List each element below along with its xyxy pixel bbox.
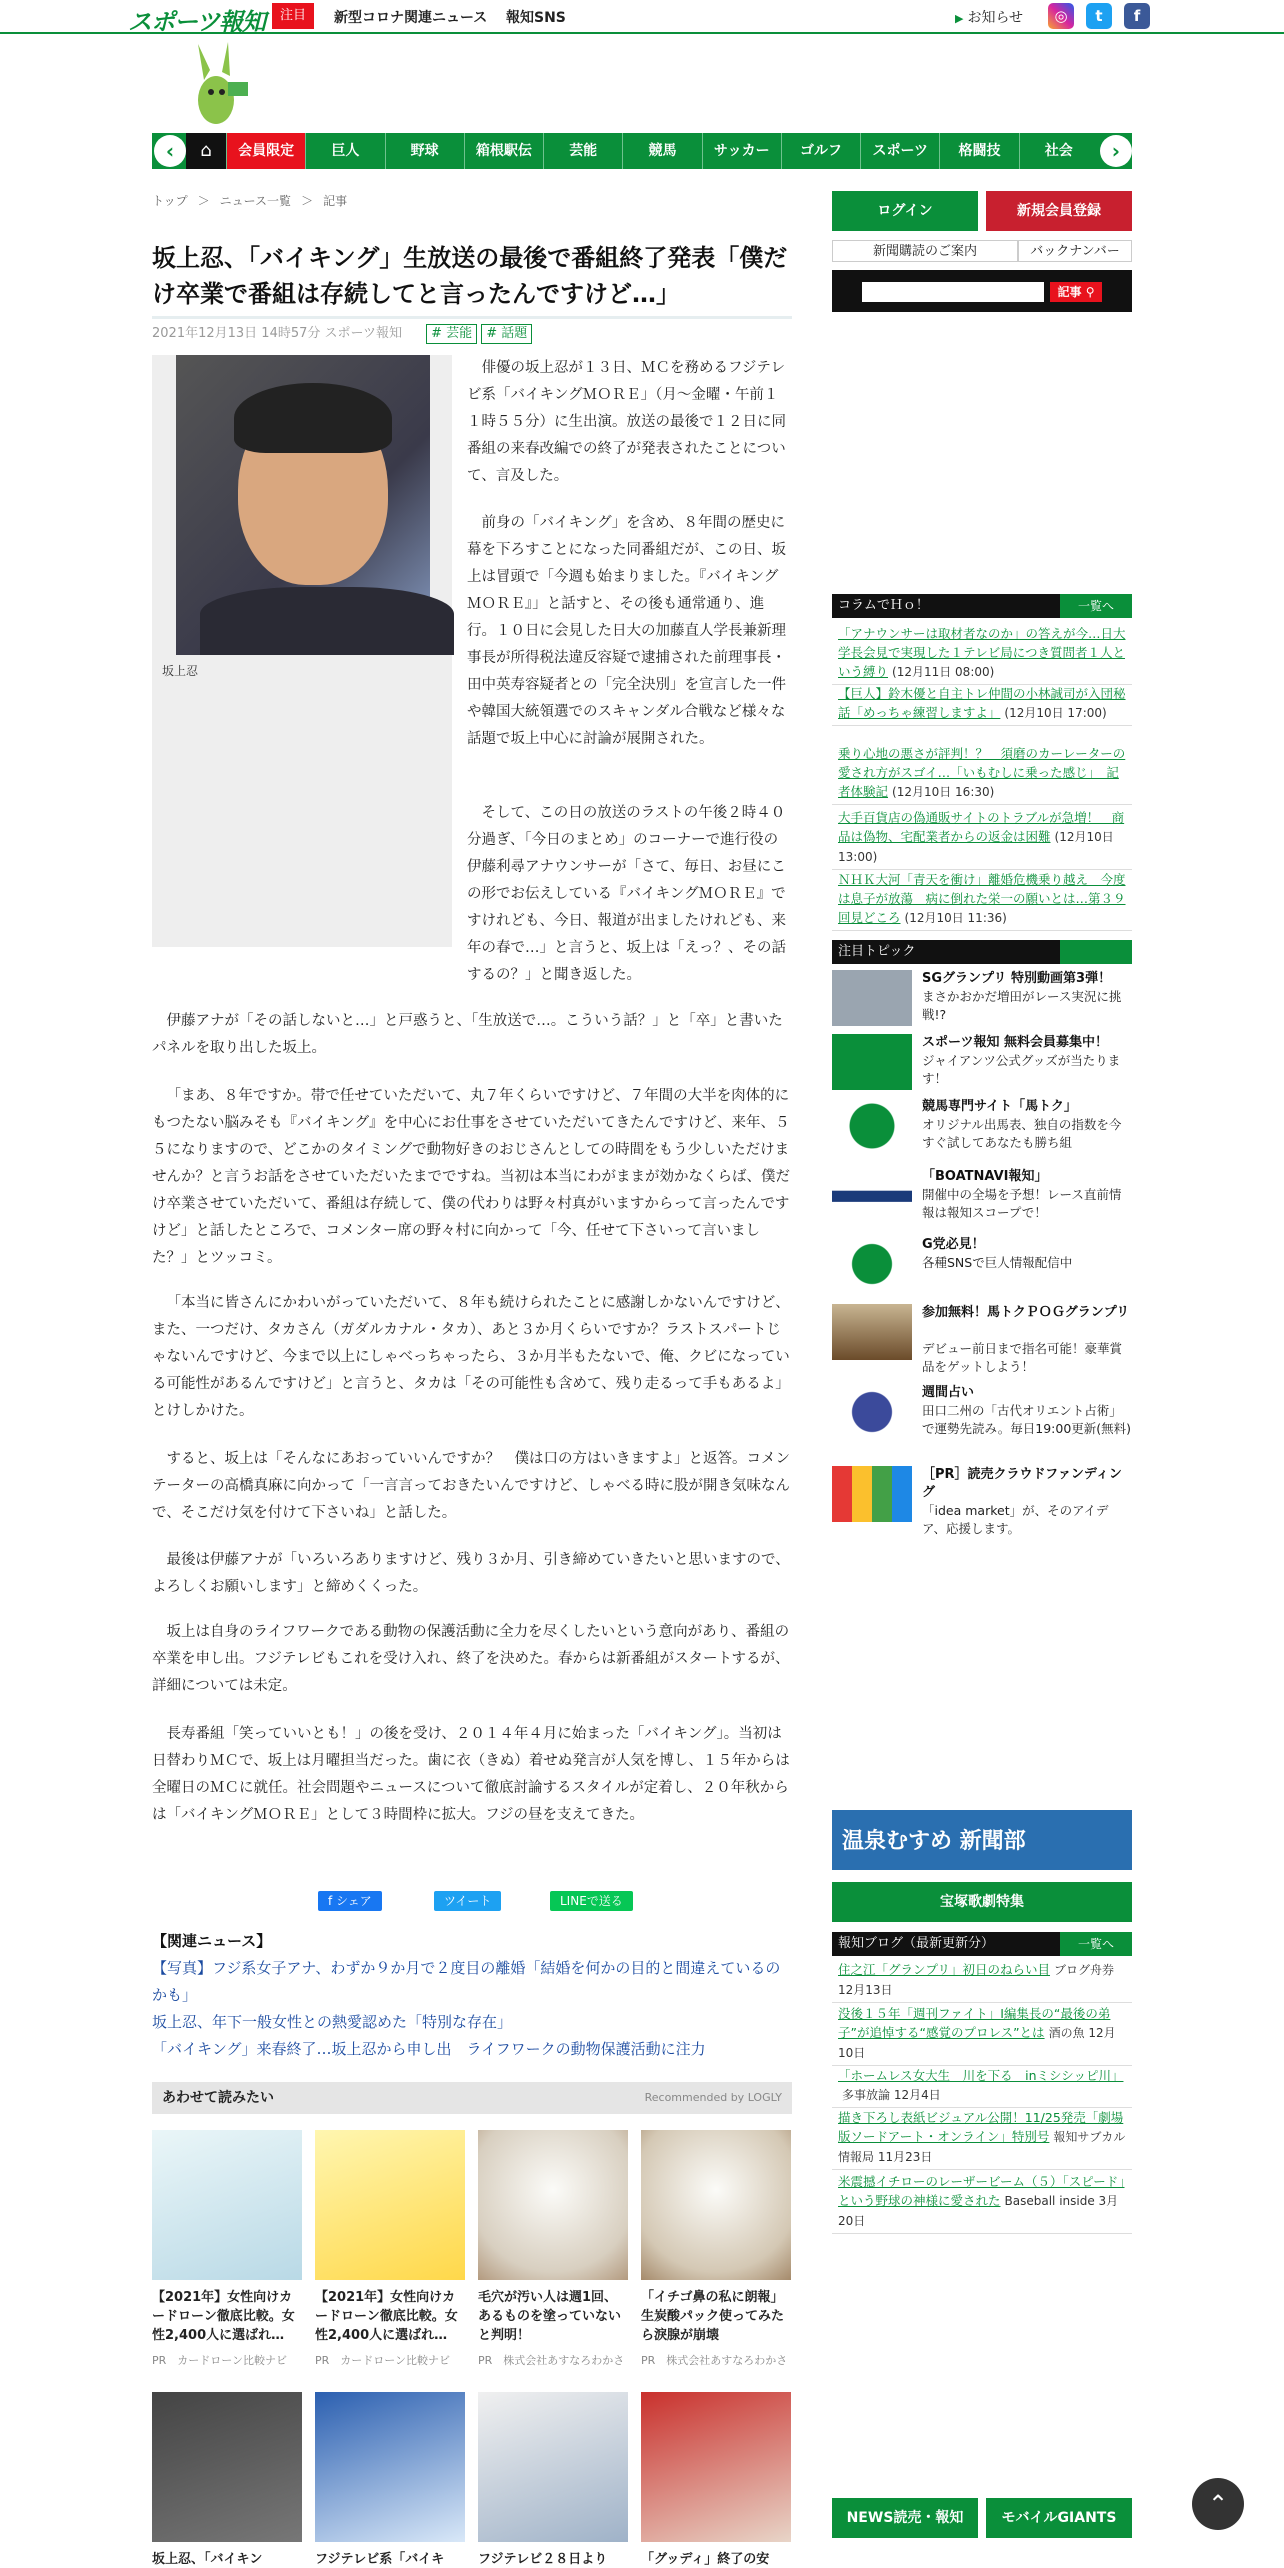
column-item[interactable]: 大手百貨店の偽通販サイトのトラブルが急増！ 商品は偽物、宅配業者からの返金は困難 (12月10日 13:00)	[832, 806, 1132, 870]
login-button[interactable]: ログイン	[832, 191, 978, 231]
card-image	[152, 2392, 302, 2542]
card-image	[152, 2130, 302, 2280]
column-item[interactable]: 乗り心地の悪さが評判！？ 須磨のカーレーターの愛され方がスゴイ…「いもむしに乗った感じ」 記者体験記 (12月10日 16:30)	[832, 742, 1132, 805]
blog-item[interactable]: 住之江「グランプリ」初日のねらい目 ブログ舟券 12月13日	[832, 1958, 1132, 2003]
recommend-card[interactable]: 【2021年】女性向けカードローン徹底比較。女性2,400人に選ばれ… PR カードローン比較ナビ	[315, 2130, 465, 2368]
site-logo[interactable]: スポーツ報知	[128, 8, 266, 36]
card-image	[478, 2392, 628, 2542]
facebook-share-button[interactable]: f シェア	[318, 1891, 382, 1911]
article-paragraph: 坂上は自身のライフワークである動物の保護活動に全力を尽くしたいという意向があり、番組の卒業を申し出。フジテレビもこれを受け入れ、終了を決めた。春からは新番組がスタートするが、詳細については未定。	[152, 1624, 790, 1694]
blog-header: 報知ブログ（最新更新分） 一覧へ	[832, 1932, 1132, 1956]
related-heading: 【関連ニュース】	[152, 1932, 272, 1950]
nav-item-hakone[interactable]: 箱根駅伝	[464, 133, 543, 169]
card-image	[641, 2130, 791, 2280]
fortune-icon	[832, 1384, 912, 1440]
giants-icon	[832, 1236, 912, 1292]
article-source: スポーツ報知	[324, 326, 403, 341]
takarazuka-button[interactable]: 宝塚歌劇特集	[832, 1882, 1132, 1922]
facebook-icon[interactable]: f	[1124, 3, 1150, 29]
topic-image	[832, 1034, 912, 1090]
nav-item-golf[interactable]: ゴルフ	[781, 133, 860, 169]
card-image	[315, 2130, 465, 2280]
search-input[interactable]	[862, 282, 1044, 302]
line-share-button[interactable]: LINEで送る	[550, 1891, 633, 1911]
topic-item[interactable]: SGグランプリ 特別動画第3弾！ まさかおかだ増田がレース実況に挑戦!?	[832, 970, 1132, 1032]
scroll-top-button[interactable]	[1192, 2478, 1244, 2530]
mascot-icon	[186, 40, 250, 128]
related-link[interactable]: 【写真】フジ系女子アナ、わずか９か月で２度目の離婚「結婚を何かの目的と間違えているのかも」	[152, 1959, 781, 2004]
recommend-card[interactable]: フジテレビ２８日より	[478, 2392, 628, 2568]
topic-item[interactable]: 参加無料！馬トクＰＯＧグランプリ デビュー前日まで指名可能！豪華賞品をゲットしよう！	[832, 1304, 1132, 1366]
top-bar	[0, 0, 1284, 34]
umatoku-icon	[832, 1098, 912, 1154]
news-yomiuri-button[interactable]: NEWS読売・報知	[832, 2498, 978, 2538]
article-title: 坂上忍、「バイキング」生放送の最後で番組終了発表「僕だけ卒業で番組は存続してと言ったんですけど…」	[152, 240, 792, 319]
topic-image	[832, 1304, 912, 1360]
topic-item[interactable]: スポーツ報知 無料会員募集中！ ジャイアンツ公式グッズが当たります！	[832, 1034, 1132, 1096]
article-paragraph: すると、坂上は「そんなにあおっていいんですか？ 僕は口の方はいきますよ」と返答。コメンテーターの高橋真麻に向かって「一言言っておきたいんですけど、しゃべる時に股が開き気味なんで、そこだけ気を付けて下さいね」と話した。	[152, 1451, 790, 1521]
twitter-icon[interactable]: t	[1086, 3, 1112, 29]
topic-item[interactable]: 競馬専門サイト「馬トク」 オリジナル出馬表、独自の指数を今すぐ試してあなたも勝ち組	[832, 1098, 1132, 1160]
recommend-header	[152, 2082, 792, 2114]
recommend-card[interactable]: 毛穴が汚い人は週1回、あるものを塗っていないと判明！ PR 株式会社あすなろわかさ	[478, 2130, 628, 2368]
triangle-icon: ▶	[955, 12, 964, 25]
search-box	[832, 270, 1132, 312]
related-news	[152, 1928, 792, 2063]
onsen-banner[interactable]: 温泉むすめ 新聞部	[832, 1810, 1132, 1870]
tag-topics[interactable]: # 話題	[481, 324, 532, 344]
featured-tag: 注目	[272, 3, 314, 29]
nav-item-fighting[interactable]: 格闘技	[939, 133, 1018, 169]
card-image	[641, 2392, 791, 2542]
recommend-card[interactable]: フジテレビ系「バイキ	[315, 2392, 465, 2568]
article-paragraph: 「本当に皆さんにかわいがっていただいて、８年も続けられたことに感謝しかないんですけど、また、一つだけ、タカさん（ガダルカナル・タカ）、あと３か月くらいですか？ラストスパートじゃないんですけど、今まで以上にしゃべっちゃったら、３か月半もたないで、俺、クビになっている可能性があるんですけど」と言うと、タカは「その可能性も含めて、残り走るって手もあるよ」とけしかけた。	[152, 1295, 790, 1419]
photo-image	[176, 355, 430, 655]
article-meta	[152, 322, 532, 344]
breadcrumb-news[interactable]: ニュース一覧	[219, 194, 292, 208]
blog-item[interactable]: 没後１５年「週刊ファイト」I編集長の“最後の弟子”が追悼する“感覚のプロレス”とは 酒の魚 12月10日	[832, 2002, 1132, 2066]
twitter-share-button[interactable]: ツイート	[434, 1891, 501, 1911]
recommend-title: あわせて読みたい	[162, 2090, 274, 2106]
article-paragraph: 伊藤アナが「その話しないと…」と戸惑うと、「生放送で…。こういう話？」と「卒」と書いたパネルを取り出した坂上。	[152, 1013, 783, 1056]
nav-item-baseball[interactable]: 野球	[385, 133, 464, 169]
column-item[interactable]: ＮＨＫ大河「青天を衝け」離婚危機乗り越え 今度は息子が放蕩 病に倒れた栄一の願いとは…第３９回見どころ (12月10日 11:36)	[832, 868, 1132, 931]
main-nav	[152, 133, 1132, 169]
nav-item-keiba[interactable]: 競馬	[622, 133, 701, 169]
nav-item-members[interactable]: 会員限定	[226, 133, 305, 169]
recommend-card[interactable]: 「グッディ」終了の安	[641, 2392, 791, 2568]
article-paragraph: 俳優の坂上忍が１３日、ＭＣを務めるフジテレビ系「バイキングＭＯＲＥ」（月～金曜・午前１１時５５分）に生出演。放送の最後で１２日に同番組の来春改編での終了が発表されたことについて、言及した。	[467, 360, 786, 484]
topic-item[interactable]: ［PR］読売クラウドファンディング 「idea market」が、そのアイデア、応援します。	[832, 1466, 1132, 1528]
article-paragraph: 前身の「バイキング」を含め、８年間の歴史に幕を下ろすことになった同番組だが、この日、坂上は冒頭で「今週も始まりました。『バイキングＭＯＲＥ』」と話すと、その後も通常通り、進行。１０日に会見した日大の加藤直人学長兼新理事長が所得税法違反容疑で逮捕された前理事長・田中英寿容疑者との「完全決別」を宣言した一件や韓国大統領選でのスキャンダル合戦など様々な話題で坂上中心に討論が展開された。	[467, 515, 786, 747]
tag-entertainment[interactable]: # 芸能	[426, 324, 477, 344]
blog-item[interactable]: 「ホームレス女大生 川を下る inミシシッピ川」多事放論 12月4日	[832, 2064, 1132, 2108]
search-icon: ⚲	[1085, 285, 1095, 299]
card-image	[478, 2130, 628, 2280]
subscription-link[interactable]: 新聞購読のご案内	[832, 240, 1018, 262]
nav-item-society[interactable]: 社会	[1019, 133, 1098, 169]
recommend-card[interactable]: 【2021年】女性向けカードローン徹底比較。女性2,400人に選ばれ… PR カードローン比較ナビ	[152, 2130, 302, 2368]
breadcrumb-top[interactable]: トップ	[152, 194, 188, 208]
topic-item[interactable]: 週間占い 田口二州の「古代オリエント占術」で運勢先読み。毎日19:00更新(無料)	[832, 1384, 1132, 1446]
topic-item[interactable]: 「BOATNAVI報知」 開催中の全場を予想！レース直前情報は報知スコープで！	[832, 1168, 1132, 1230]
blog-item[interactable]: 描き下ろし表紙ビジュアル公開！11/25発売「劇場版ソードアート・オンライン」特別号 報知サブカル情報局 11月23日	[832, 2106, 1132, 2170]
column-item[interactable]: 【巨人】鈴木優と自主トレ仲間の小林誠司が入団秘話「めっちゃ練習しますよ」 (12月10日 17:00)	[832, 682, 1132, 726]
chevron-left-icon: ‹	[154, 135, 186, 167]
boatnavi-icon	[832, 1168, 912, 1224]
covid-news-link[interactable]: 新型コロナ関連ニュース	[334, 10, 488, 26]
column-header: コラムでＨｏ！ 一覧へ	[832, 594, 1132, 618]
idea-market-icon	[832, 1466, 912, 1522]
article-date: 2021年12月13日 14時57分	[152, 326, 321, 341]
blog-more-link[interactable]: 一覧へ	[1060, 1932, 1132, 1956]
backnumber-link[interactable]: バックナンバー	[1018, 240, 1132, 262]
related-link[interactable]: 坂上忍、年下一般女性との熱愛認めた「特別な存在」	[152, 2013, 513, 2031]
nav-item-sports[interactable]: スポーツ	[860, 133, 939, 169]
article-paragraph: そして、この日の放送のラストの午後２時４０分過ぎ、「今日のまとめ」のコーナーで進行役の伊藤利尋アナウンサーが「さて、毎日、お昼にこの形でお伝えしている『バイキングＭＯＲＥ』ですけれども、今日、報道が出ましたけれども、来年の春で…」と言うと、坂上は「えっ？、その話するの？」と聞き返した。	[467, 805, 786, 983]
nav-prev-button[interactable]	[152, 133, 186, 169]
recommend-card[interactable]: 坂上忍、「バイキン	[152, 2392, 302, 2568]
breadcrumb-article: 記事	[323, 194, 348, 208]
card-image	[315, 2392, 465, 2542]
related-link[interactable]: 「バイキング」来春終了…坂上忍から申し出 ライフワークの動物保護活動に注力	[152, 2040, 706, 2058]
topic-image	[832, 970, 912, 1026]
home-icon[interactable]: ⌂	[186, 133, 226, 169]
logly-credit[interactable]: Recommended by LOGLY	[644, 2091, 782, 2104]
blog-item[interactable]: 米震撼イチローのレーザービーム（５）「スピード」という野球の神様に愛された Baseball inside 3月20日	[832, 2170, 1132, 2234]
notice-link[interactable]: ▶ お知らせ	[955, 10, 1024, 26]
register-button[interactable]: 新規会員登録	[986, 191, 1132, 231]
article-paragraph: 最後は伊藤アナが「いろいろありますけど、残り３か月、引き締めていきたいと思いますので、よろしくお願いします」と締めくくった。	[152, 1552, 790, 1595]
nav-item-entertainment[interactable]: 芸能	[543, 133, 622, 169]
search-button[interactable]: 記事 ⚲	[1050, 282, 1102, 302]
topic-item[interactable]: G党必見！ 各種SNSで巨人情報配信中	[832, 1236, 1132, 1298]
sns-link[interactable]: 報知SNS	[506, 10, 566, 26]
nav-next-button[interactable]	[1098, 133, 1132, 169]
photo-caption: 坂上忍	[162, 664, 199, 678]
mobile-giants-button[interactable]: モバイルGIANTS	[986, 2498, 1132, 2538]
chevron-right-icon: ›	[1100, 135, 1132, 167]
article-paragraph: 長寿番組「笑っていいとも！」の後を受け、２０１４年４月に始まった「バイキング」。当初は日替わりＭＣで、坂上は月曜担当だった。歯に衣（きぬ）着せぬ発言が人気を博し、１５年からは全曜日のＭＣに就任。社会問題やニュースについて徹底討論するスタイルが定着し、２０年秋からは「バイキングＭＯＲＥ」として３時間枠に拡大。フジの昼を支えてきた。	[152, 1726, 790, 1823]
column-more-link[interactable]: 一覧へ	[1060, 594, 1132, 618]
article-paragraph: 「まあ、８年ですか。帯で任せていただいて、丸７年くらいですけど、７年間の大半を肉体的にもつたない脳みそも『バイキング』を中心にお仕事をさせていただいてきたんですけど、来年、５５になりますので、どこかのタイミングで動物好きのおじさんとしての時間をもう少しいただけませんか？と言うお話をさせていただいたまでですね。当初は本当にわがままが効かなくらば、僕だけ卒業させていただいて、番組は存続して、僕の代わりは野々村真がいますからって言ったんですけど」と話したところで、コメンター席の野々村に向かって「今、任せて下さいって言いました？」とツッコミ。	[152, 1088, 790, 1266]
nav-item-soccer[interactable]: サッカー	[702, 133, 781, 169]
topic-header: 注目トピック	[832, 940, 1132, 964]
column-item[interactable]: 「アナウンサーは取材者なのか」の答えが今…日大学長会見で実現した１テレビ局につき質問者１人という縛り (12月11日 08:00)	[832, 622, 1132, 685]
chevron-up-icon: ⌃	[1207, 2490, 1229, 2518]
instagram-icon[interactable]: ◎	[1048, 3, 1074, 29]
recommend-card[interactable]: 「イチゴ鼻の私に朗報」生炭酸パック使ってみたら淚腺が崩壊 PR 株式会社あすなろわかさ	[641, 2130, 791, 2368]
breadcrumb: トップ ＞ ニュース一覧 ＞ 記事	[152, 194, 348, 208]
nav-item-giants[interactable]: 巨人	[305, 133, 384, 169]
